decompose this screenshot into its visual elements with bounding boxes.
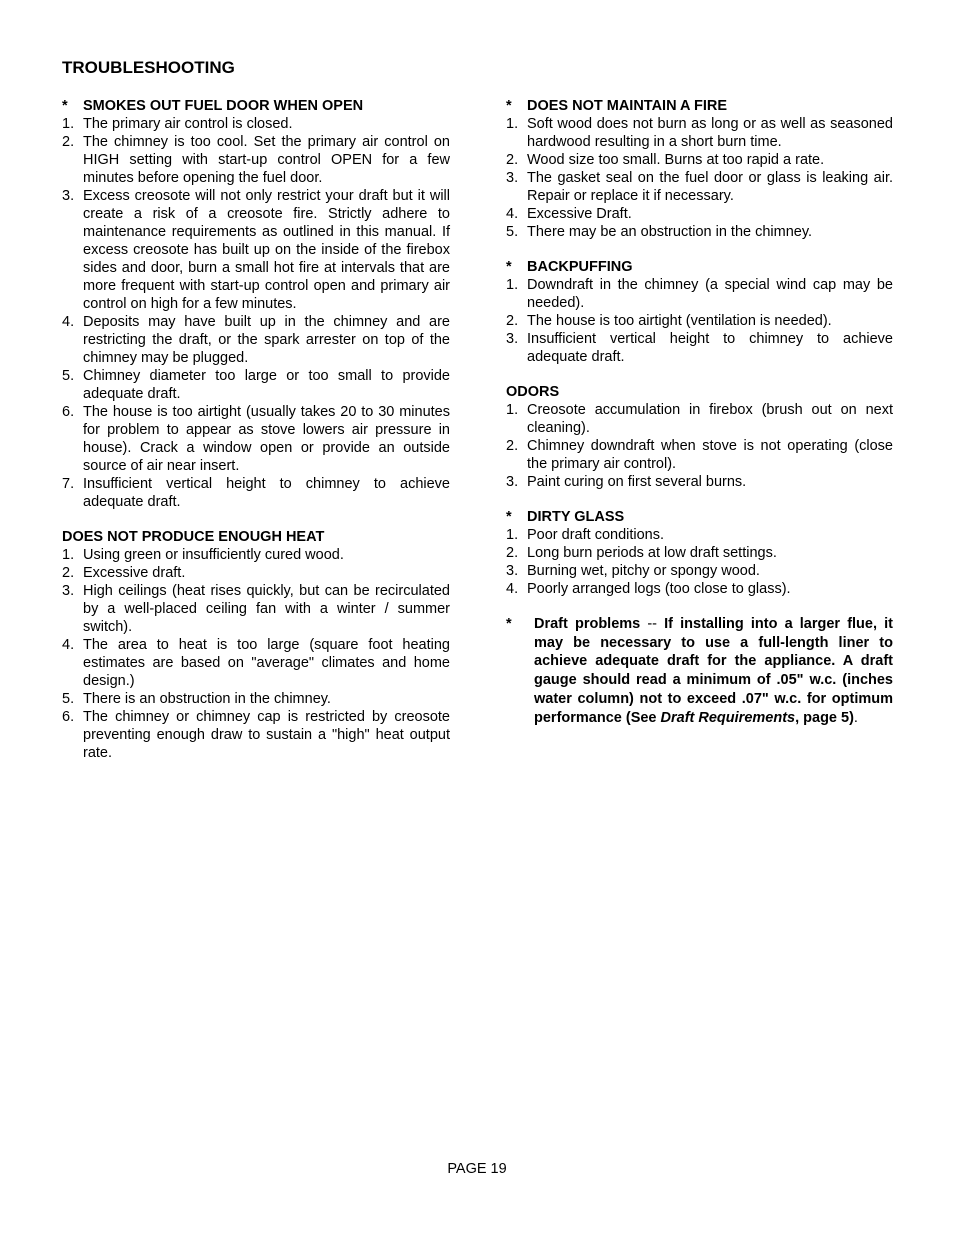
list-item-number: 6.	[62, 404, 75, 420]
list-item-text: The area to heat is too large (square foot heating estimates are based on "average" climates and home design.)	[83, 637, 450, 689]
section-heading	[62, 97, 450, 115]
note-asterisk: *	[506, 616, 512, 632]
list-item-number: 3.	[506, 170, 519, 186]
list-item-number: 2.	[506, 438, 519, 454]
list-item-text: Creosote accumulation in firebox (brush out on next cleaning).	[527, 402, 893, 436]
list-item	[62, 636, 450, 690]
list-item	[506, 330, 893, 366]
list-item-text: Deposits may have built up in the chimney and are restricting the draft, or the spark arrester on top of the chimney may be plugged.	[83, 314, 450, 366]
heading-asterisk: *	[506, 259, 512, 275]
list-item	[62, 582, 450, 636]
list-item	[506, 151, 893, 169]
note-body	[534, 615, 893, 727]
section-does-not-maintain-a-fire	[506, 97, 893, 241]
page-number: PAGE 19	[447, 1161, 507, 1177]
list-item-number: 5.	[62, 368, 75, 384]
list-item	[506, 115, 893, 151]
list-item-text: Excessive Draft.	[527, 206, 632, 222]
section-heading	[506, 383, 893, 401]
list-item-number: 2.	[506, 545, 519, 561]
list-item-text: Soft wood does not burn as long or as well as seasoned hardwood resulting in a short burn time.	[527, 116, 893, 150]
list-item-number: 5.	[62, 691, 75, 707]
list-item-number: 4.	[506, 581, 519, 597]
note-lead: Draft problems	[534, 616, 641, 632]
list-item-number: 3.	[506, 474, 519, 490]
list-item-text: Burning wet, pitchy or spongy wood.	[527, 563, 760, 579]
list-item	[506, 544, 893, 562]
section-backpuffing	[506, 258, 893, 366]
list-item	[62, 690, 450, 708]
section-heading	[62, 528, 450, 546]
list-item-text: The house is too airtight (usually takes 20 to 30 minutes for problem to appear as stove lowers air pressure in house). Crack a window open or provide an outside source of air near insert.	[83, 404, 450, 474]
list-item-number: 3.	[506, 331, 519, 347]
section-heading	[506, 97, 893, 115]
list-item	[506, 437, 893, 473]
list-item-number: 2.	[62, 134, 75, 150]
list-item-number: 1.	[506, 527, 519, 543]
note-ref-page: , page 5)	[795, 709, 854, 726]
list-item-text: The house is too airtight (ventilation is needed).	[527, 313, 832, 329]
list-item	[62, 475, 450, 511]
section-does-not-produce-enough-heat	[62, 528, 450, 762]
list-item	[506, 169, 893, 205]
heading-text: BACKPUFFING	[527, 259, 633, 275]
right-column	[506, 97, 893, 727]
list-item-number: 1.	[506, 277, 519, 293]
heading-text: DOES NOT PRODUCE ENOUGH HEAT	[62, 529, 325, 545]
heading-text: ODORS	[506, 384, 560, 400]
list-item-text: Insufficient vertical height to chimney to achieve adequate draft.	[83, 476, 450, 510]
list-item-text: Downdraft in the chimney (a special wind cap may be needed).	[527, 277, 893, 311]
list-item-number: 3.	[506, 563, 519, 579]
list-item	[506, 223, 893, 241]
list-item	[506, 562, 893, 580]
section-heading	[506, 508, 893, 526]
list-item-number: 1.	[62, 547, 75, 563]
list-item-number: 3.	[62, 188, 75, 204]
list-item-number: 2.	[506, 313, 519, 329]
numbered-list	[62, 115, 450, 511]
section-heading	[506, 258, 893, 276]
list-item-number: 4.	[62, 637, 75, 653]
list-item-text: The primary air control is closed.	[83, 116, 293, 132]
list-item	[62, 133, 450, 187]
list-item-text: Poor draft conditions.	[527, 527, 665, 543]
list-item	[62, 187, 450, 313]
list-item	[506, 312, 893, 330]
list-item	[62, 313, 450, 367]
list-item-number: 4.	[62, 314, 75, 330]
note-ref-title: Draft Requirements	[660, 709, 796, 726]
list-item	[62, 403, 450, 475]
left-column	[62, 97, 450, 779]
heading-asterisk: *	[506, 98, 512, 114]
list-item-number: 7.	[62, 476, 75, 492]
list-item	[62, 564, 450, 582]
list-item-text: Excessive draft.	[83, 565, 186, 581]
list-item	[506, 580, 893, 598]
section-smokes-out-fuel-door-when-open	[62, 97, 450, 511]
list-item	[62, 546, 450, 564]
section-odors	[506, 383, 893, 491]
list-item-text: The chimney is too cool. Set the primary air control on HIGH setting with start-up control OPEN for a few minutes before opening the fuel door.	[83, 134, 450, 186]
list-item	[506, 205, 893, 223]
list-item-text: Long burn periods at low draft settings.	[527, 545, 777, 561]
list-item-text: Chimney diameter too large or too small to provide adequate draft.	[83, 368, 450, 402]
list-item-number: 1.	[506, 402, 519, 418]
note-text: If installing into a larger flue, it may be necessary to use a full-length liner to achieve adequate draft for the appliance. A draft gauge should read a minimum of .05" w.c. (inches water column) not to exceed .07" w.c. for optimum performance (See	[534, 616, 893, 726]
list-item-text: The chimney or chimney cap is restricted by creosote preventing enough draw to sustain a "high" heat output rate.	[83, 709, 450, 761]
list-item-text: Insufficient vertical height to chimney to achieve adequate draft.	[527, 331, 893, 365]
list-item-number: 3.	[62, 583, 75, 599]
heading-text: DOES NOT MAINTAIN A FIRE	[527, 98, 728, 114]
list-item-text: High ceilings (heat rises quickly, but can be recirculated by a well-placed ceiling fan with a winter / summer switch).	[83, 583, 450, 635]
list-item-number: 1.	[506, 116, 519, 132]
numbered-list	[506, 401, 893, 491]
heading-asterisk: *	[506, 509, 512, 525]
list-item	[506, 473, 893, 491]
numbered-list	[506, 526, 893, 598]
list-item-number: 2.	[506, 152, 519, 168]
heading-text: DIRTY GLASS	[527, 509, 625, 525]
note-dash: --	[640, 616, 665, 632]
list-item-text: There is an obstruction in the chimney.	[83, 691, 331, 707]
list-item-number: 2.	[62, 565, 75, 581]
list-item-text: Using green or insufficiently cured wood.	[83, 547, 344, 563]
list-item-text: Wood size too small. Burns at too rapid a rate.	[527, 152, 825, 168]
list-item	[62, 115, 450, 133]
heading-text: SMOKES OUT FUEL DOOR WHEN OPEN	[83, 98, 364, 114]
list-item	[506, 276, 893, 312]
heading-asterisk: *	[62, 98, 68, 114]
section-dirty-glass	[506, 508, 893, 598]
list-item-text: There may be an obstruction in the chimney.	[527, 224, 813, 240]
list-item	[506, 401, 893, 437]
list-item-number: 4.	[506, 206, 519, 222]
list-item-text: Excess creosote will not only restrict your draft but it will create a risk of a creosote fire. Strictly adhere to maintenance requirements as outlined in this manual. If excess creosote has built up on the inside of the firebox sides and door, burn a small hot fire at intervals that are more frequent with start-up control open and primary air control on high for a few minutes.	[83, 188, 450, 312]
list-item-text: The gasket seal on the fuel door or glass is leaking air. Repair or replace it if necessary.	[527, 170, 893, 204]
list-item-number: 6.	[62, 709, 75, 725]
page-title: TROUBLESHOOTING	[62, 58, 235, 77]
note-end: .	[853, 709, 858, 726]
numbered-list	[506, 115, 893, 241]
list-item-text: Chimney downdraft when stove is not operating (close the primary air control).	[527, 438, 893, 472]
list-item-number: 1.	[62, 116, 75, 132]
list-item-text: Poorly arranged logs (too close to glass).	[527, 581, 791, 597]
list-item	[62, 367, 450, 403]
list-item	[62, 708, 450, 762]
numbered-list	[506, 276, 893, 366]
list-item-text: Paint curing on first several burns.	[527, 474, 747, 490]
numbered-list	[62, 546, 450, 762]
draft-problems-note	[506, 615, 893, 727]
list-item-number: 5.	[506, 224, 519, 240]
list-item	[506, 526, 893, 544]
